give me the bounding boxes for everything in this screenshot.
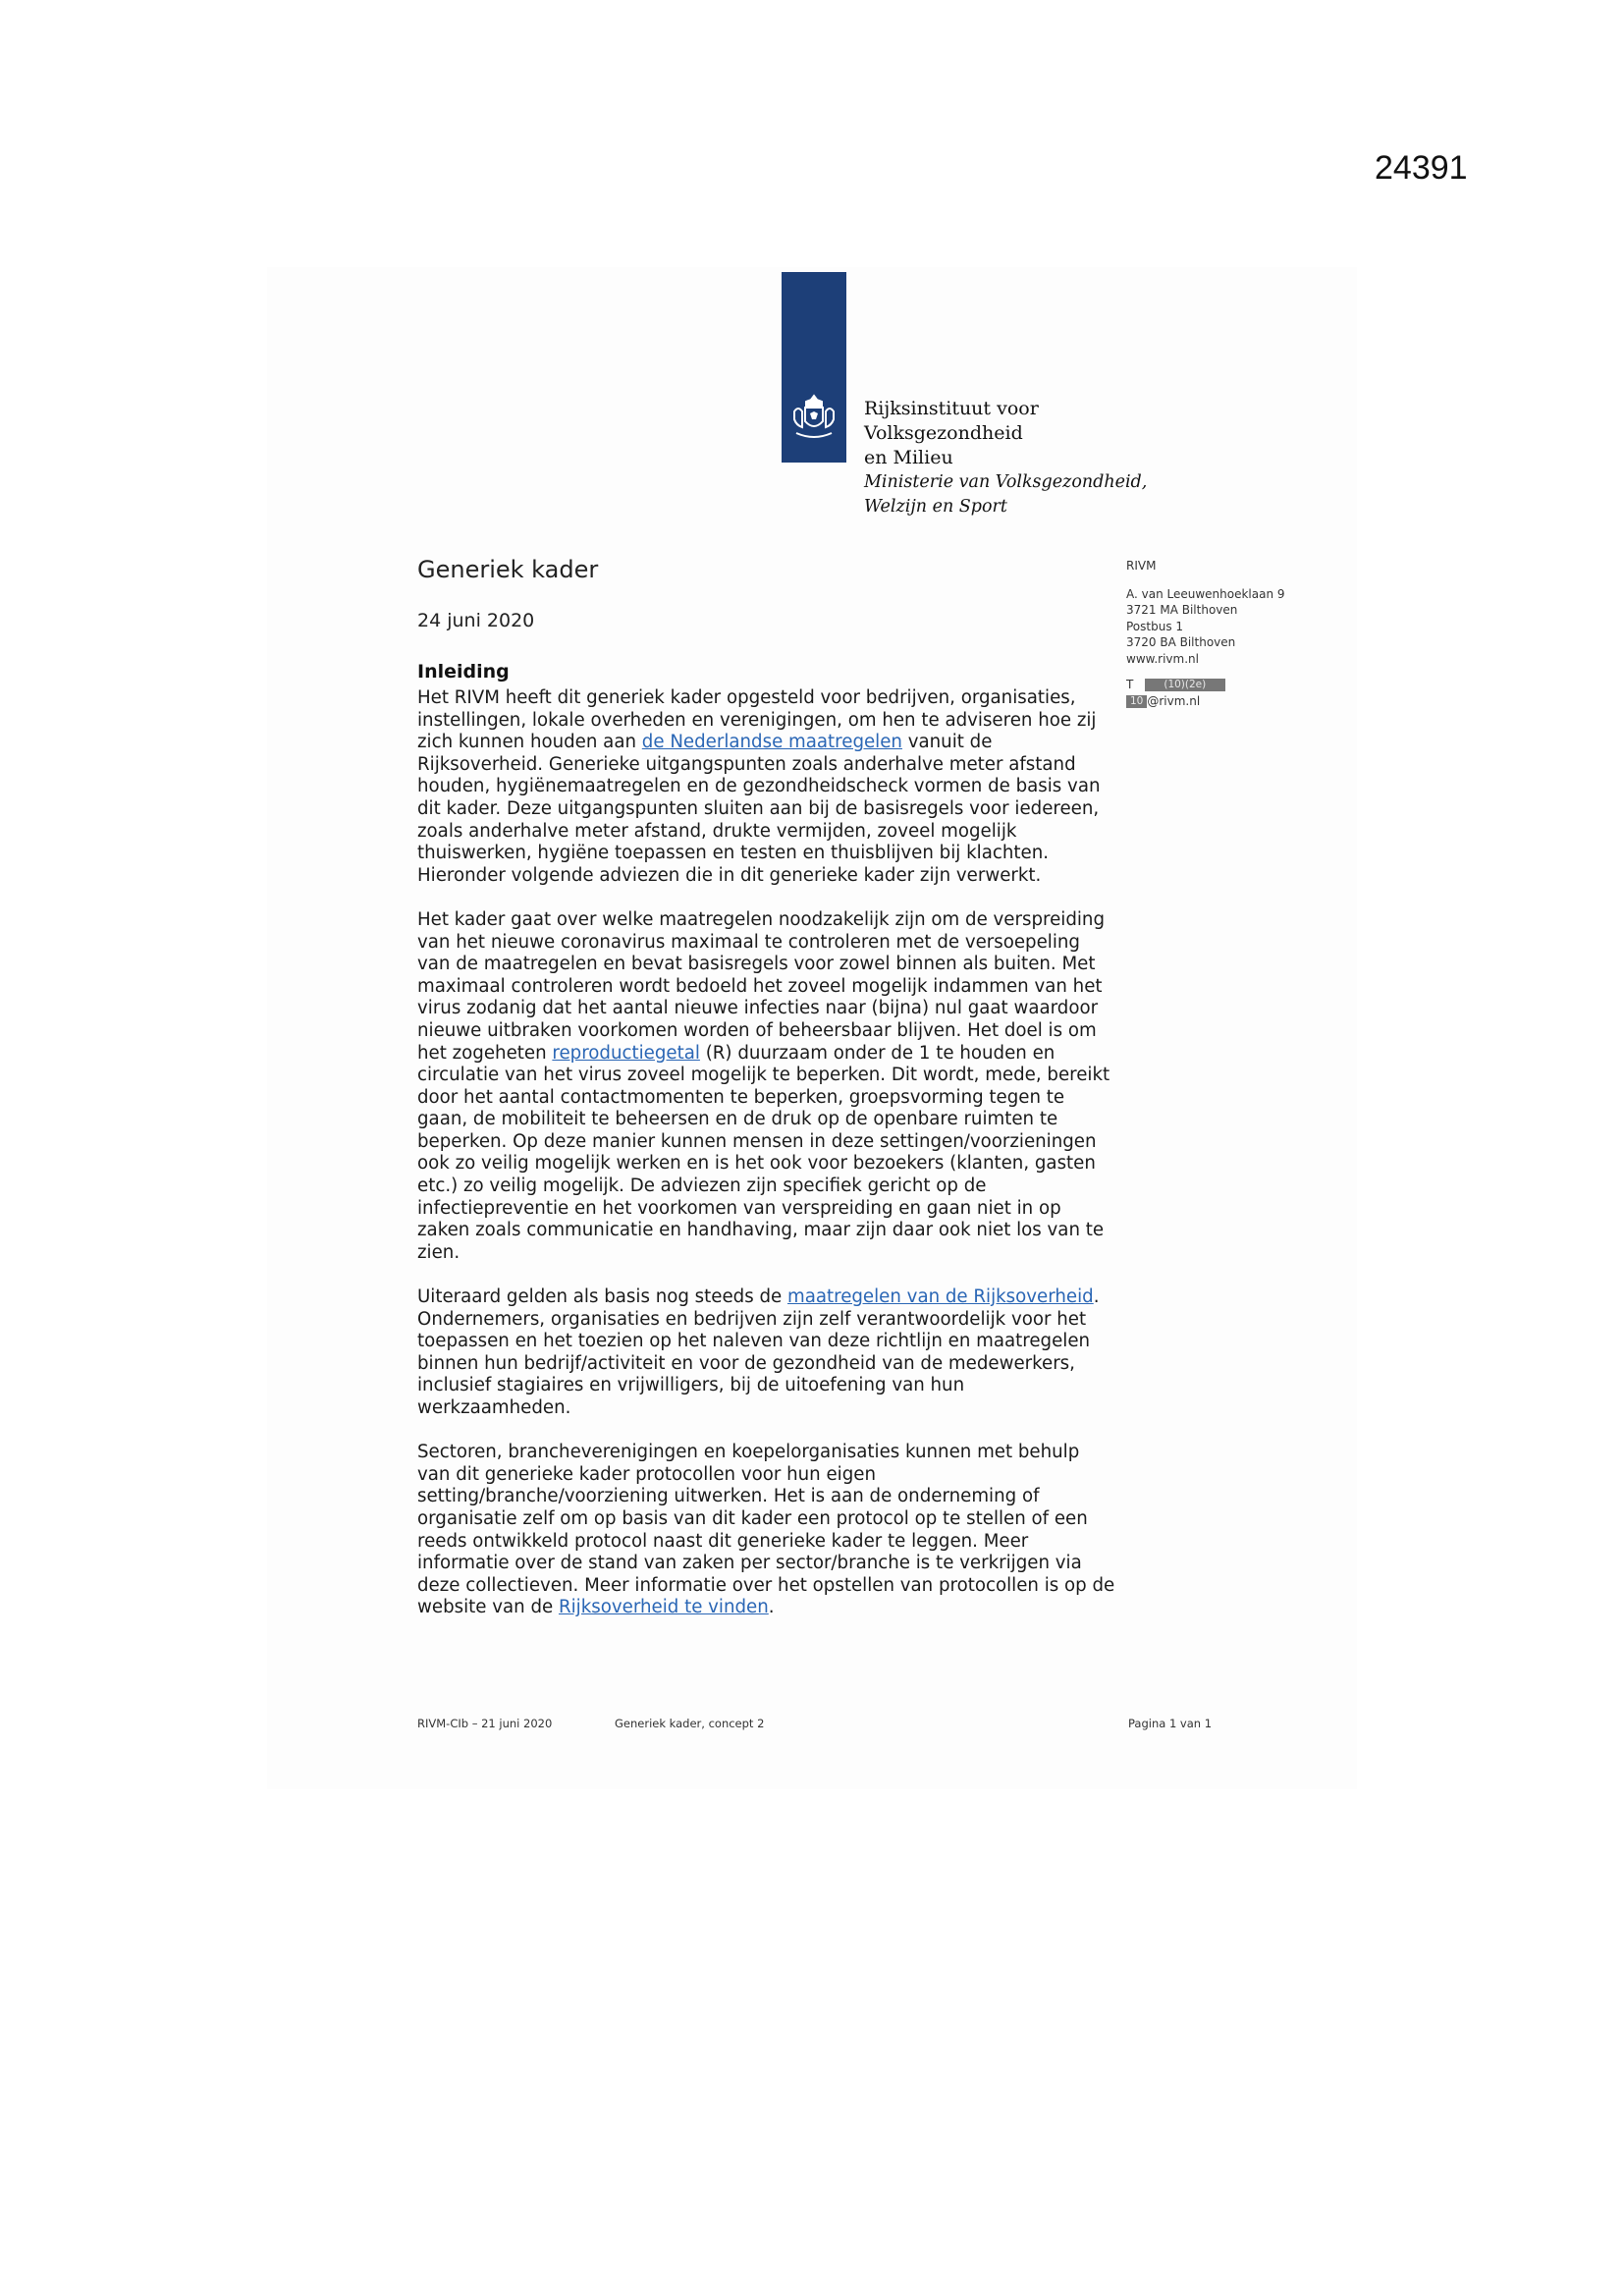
- sender-details: [1126, 558, 1323, 709]
- body-text: [417, 687, 1116, 1642]
- link-nederlandse-maatregelen[interactable]: de Nederlandse maatregelen: [641, 732, 902, 753]
- paragraph-text: vanuit de Rijksoverheid. Generieke uitgangspunten zoals anderhalve meter afstand houden, hygiënemaatregelen en de gezondheidscheck vormen de basis van dit kader. Deze uitgangspunten sluiten aan bij de basisregels voor iedereen, zoals anderhalve meter afstand, drukte vermijden, zoveel mogelijk thuiswerken, hygiëne toepassen en testen en thuisblijven bij klachten. Hieronder volgende adviezen die in dit generieke kader zijn verwerkt.: [417, 732, 1101, 886]
- organisation-name: [864, 397, 1188, 519]
- paragraph-text: Het RIVM heeft dit generiek kader opgesteld voor bedrijven, organisaties, instellingen, lokale overheden en verenigingen, om hen te adviseren hoe zij zich kunnen houden aan: [417, 687, 1097, 753]
- sender-postbus: Postbus 1: [1126, 619, 1184, 633]
- paragraph-text: Het kader gaat over welke maatregelen noodzakelijk zijn om de verspreiding van het nieuwe coronavirus maximaal te controleren met de versoepeling van de maatregelen en bevat basisregels voor zowel binnen als buiten. Met maximaal controleren wordt bedoeld het zoveel mogelijk indammen van het virus zodanig dat het aantal nieuwe infecties naar (bijna) nul gaat waardoor nieuwe uitbraken voorkomen worden of beheersbaar blijven. Het doel is om het zogeheten: [417, 908, 1105, 1064]
- rijksoverheid-logo-bar: [782, 272, 846, 463]
- sender-address-2: 3721 MA Bilthoven: [1126, 603, 1238, 617]
- crest-icon: [786, 390, 841, 445]
- paragraph-1: [417, 687, 1116, 887]
- sender-postcode: 3720 BA Bilthoven: [1126, 635, 1236, 649]
- email-suffix: @rivm.nl: [1147, 693, 1201, 708]
- paragraph-text: .: [768, 1597, 775, 1618]
- sender-email: [1126, 693, 1323, 710]
- paragraph-text: Sectoren, brancheverenigingen en koepelorganisaties kunnen met behulp van dit generieke kader protocollen voor hun eigen setting/branche/voorziening uitwerken. Het is aan de onderneming of organisatie zelf om op basis van dit kader een protocol op te stellen of een reeds ontwikkeld protocol naast dit generieke kader te leggen. Meer informatie over de stand van zaken per sector/branche is te verkrijgen via deze collectieven. Meer informatie over het opstellen van protocollen is op de website van de: [417, 1442, 1115, 1618]
- sender-address-1: A. van Leeuwenhoeklaan 9: [1126, 586, 1285, 601]
- redacted-email: 10: [1126, 695, 1147, 708]
- footer-page-number: Pagina 1 van 1: [1128, 1717, 1213, 1730]
- ministry-line-1: Ministerie van Volksgezondheid,: [864, 472, 1148, 492]
- section-heading: Inleiding: [417, 661, 510, 683]
- footer-reference: RIVM-CIb – 21 juni 2020: [417, 1717, 553, 1730]
- paragraph-text: Uiteraard gelden als basis nog steeds de: [417, 1286, 787, 1308]
- footer-document-name: Generiek kader, concept 2: [615, 1717, 765, 1730]
- org-line-1: Rijksinstituut voor Volksgezondheid: [864, 398, 1039, 444]
- org-line-2: en Milieu: [864, 447, 953, 468]
- ministry-line-2: Welzijn en Sport: [864, 497, 1007, 517]
- phone-label: T: [1126, 678, 1134, 691]
- redacted-phone: (10)(2e): [1145, 679, 1225, 691]
- sender-website: www.rivm.nl: [1126, 651, 1199, 666]
- paragraph-text: . Ondernemers, organisaties en bedrijven zijn zelf verantwoordelijk voor het toepassen en het toezien op het naleven van deze richtlijn en maatregelen binnen hun bedrijf/activiteit en voor de gezondheid van de medewerkers, inclusief stagiaires en vrijwilligers, bij de uitoefening van hun werkzaamheden.: [417, 1286, 1100, 1418]
- paragraph-2: [417, 909, 1116, 1265]
- sender-org: RIVM: [1126, 559, 1157, 573]
- link-maatregelen-rijksoverheid[interactable]: maatregelen van de Rijksoverheid: [786, 1286, 1094, 1308]
- document-date: 24 juni 2020: [417, 610, 535, 631]
- document-title: Generiek kader: [417, 556, 599, 583]
- paragraph-text: (R) duurzaam onder de 1 te houden en circulatie van het virus zoveel mogelijk te beperken. Dit wordt, mede, bereikt door het aantal contactmomenten te beperken, groepsvorming tegen te gaan, de mobiliteit te beheersen en de druk op de openbare ruimten te beperken. Op deze manier kunnen mensen in deze settingen/voorzieningen ook zo veilig mogelijk werken en is het ook voor bezoekers (klanten, gasten etc.) zo veilig mogelijk. De adviezen zijn specifiek gericht op de infectiepreventie en het voorkomen van verspreiding en gaan niet in op zaken zoals communicatie en handhaving, maar zijn daar ook niet los van te zien.: [417, 1042, 1110, 1263]
- link-reproductiegetal[interactable]: reproductiegetal: [552, 1042, 700, 1064]
- paragraph-4: [417, 1442, 1116, 1619]
- link-rijksoverheid-te-vinden[interactable]: Rijksoverheid te vinden: [558, 1597, 769, 1618]
- document-number: 24391: [1375, 149, 1468, 187]
- sender-phone: [1126, 677, 1323, 693]
- paragraph-3: [417, 1286, 1116, 1420]
